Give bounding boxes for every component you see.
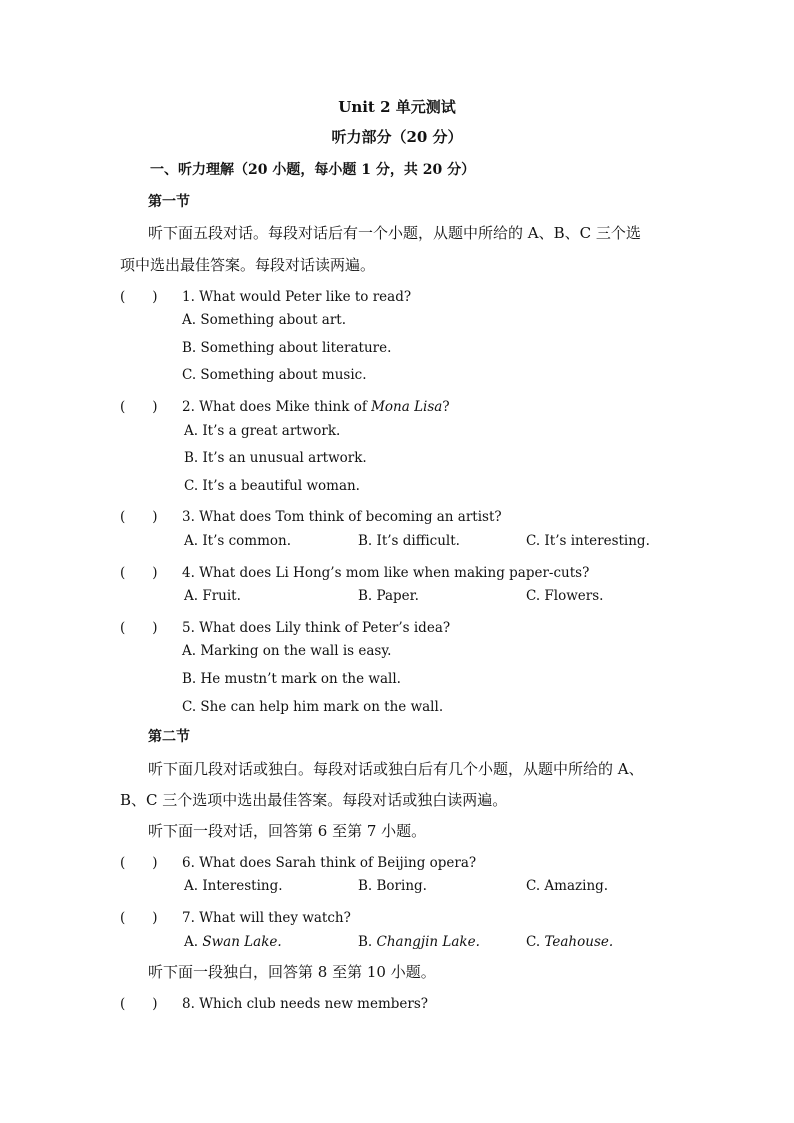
page-subtitle: 听力部分（20 分）: [331, 128, 463, 146]
option-title: Changjin Lake: [376, 934, 476, 950]
q2-option-a: A. It’s a great artwork.: [184, 423, 341, 439]
answer-blank: ( ): [120, 910, 158, 926]
q2-option-b: B. It’s an unusual artwork.: [184, 450, 367, 466]
option-period: .: [277, 934, 282, 950]
part2-instruction-line2: B、C 三个选项中选出最佳答案。每段对话或独白读两遍。: [120, 791, 508, 809]
q6-option-b: B. Boring.: [358, 878, 427, 894]
part1-instruction-line1: 听下面五段对话。每段对话后有一个小题，从题中所给的 A、B、C 三个选: [148, 224, 641, 242]
part2-label: 第二节: [148, 729, 190, 745]
question-stem: 1. What would Peter like to read?: [182, 289, 412, 305]
q7-option-b: [358, 934, 480, 950]
q4-option-b: B. Paper.: [358, 588, 419, 604]
question-stem: 3. What does Tom think of becoming an artist?: [182, 509, 502, 525]
question-4: [120, 561, 589, 581]
answer-blank: ( ): [120, 565, 158, 581]
answer-blank: ( ): [120, 509, 158, 525]
part2-instruction-line1: 听下面几段对话或独白。每段对话或独白后有几个小题，从题中所给的 A、: [148, 760, 644, 778]
question-2: [120, 395, 450, 415]
monologue-lead: 听下面一段独白，回答第 8 至第 10 小题。: [148, 963, 436, 981]
q4-option-c: C. Flowers.: [526, 588, 604, 604]
option-period: .: [475, 934, 480, 950]
answer-blank: ( ): [120, 289, 158, 305]
q5-option-a: A. Marking on the wall is easy.: [182, 643, 392, 659]
question-1: [120, 285, 411, 305]
section-heading: 一、听力理解（20 小题，每小题 1 分，共 20 分）: [150, 162, 476, 178]
q7-option-a: [184, 934, 282, 950]
q1-option-c: C. Something about music.: [182, 367, 367, 383]
option-title: Swan Lake: [202, 934, 278, 950]
q1-option-b: B. Something about literature.: [182, 340, 392, 356]
question-stem: 8. Which club needs new members?: [182, 996, 429, 1012]
q2-option-c: C. It’s a beautiful woman.: [184, 478, 360, 494]
question-8: [120, 992, 428, 1012]
q6-option-c: C. Amazing.: [526, 878, 609, 894]
answer-blank: ( ): [120, 996, 158, 1012]
question-stem: 7. What will they watch?: [182, 910, 351, 926]
question-7: [120, 906, 351, 926]
q3-option-c: C. It’s interesting.: [526, 533, 650, 549]
answer-blank: ( ): [120, 855, 158, 871]
question-stem: 6. What does Sarah think of Beijing opera?: [182, 855, 477, 871]
q4-option-a: A. Fruit.: [184, 588, 241, 604]
question-stem-pre: 2. What does Mike think of: [182, 399, 372, 415]
q5-option-c: C. She can help him mark on the wall.: [182, 699, 444, 715]
question-stem: 4. What does Li Hong’s mom like when making paper-cuts?: [182, 565, 590, 581]
option-letter: A.: [184, 934, 203, 950]
question-stem-italic: Mona Lisa: [371, 399, 443, 415]
answer-blank: ( ): [120, 620, 158, 636]
part1-label: 第一节: [148, 194, 190, 210]
q6-option-a: A. Interesting.: [184, 878, 283, 894]
question-5: [120, 616, 450, 636]
page-title: Unit 2 单元测试: [338, 98, 456, 116]
question-stem-post: ?: [442, 399, 450, 415]
question-3: [120, 505, 502, 525]
q3-option-b: B. It’s difficult.: [358, 533, 460, 549]
part1-instruction-line2: 项中选出最佳答案。每段对话读两遍。: [120, 256, 376, 274]
question-6: [120, 851, 476, 871]
dialogue-lead: 听下面一段对话，回答第 6 至第 7 小题。: [148, 822, 427, 840]
q5-option-b: B. He mustn’t mark on the wall.: [182, 671, 401, 687]
q3-option-a: A. It’s common.: [184, 533, 292, 549]
option-letter: C.: [526, 934, 545, 950]
answer-blank: ( ): [120, 399, 158, 415]
option-period: .: [608, 934, 614, 950]
option-title: Teahouse: [544, 934, 609, 950]
q7-option-c: [526, 934, 613, 950]
q1-option-a: A. Something about art.: [182, 312, 347, 328]
question-stem: 5. What does Lily think of Peter’s idea?: [182, 620, 451, 636]
option-letter: B.: [358, 934, 377, 950]
